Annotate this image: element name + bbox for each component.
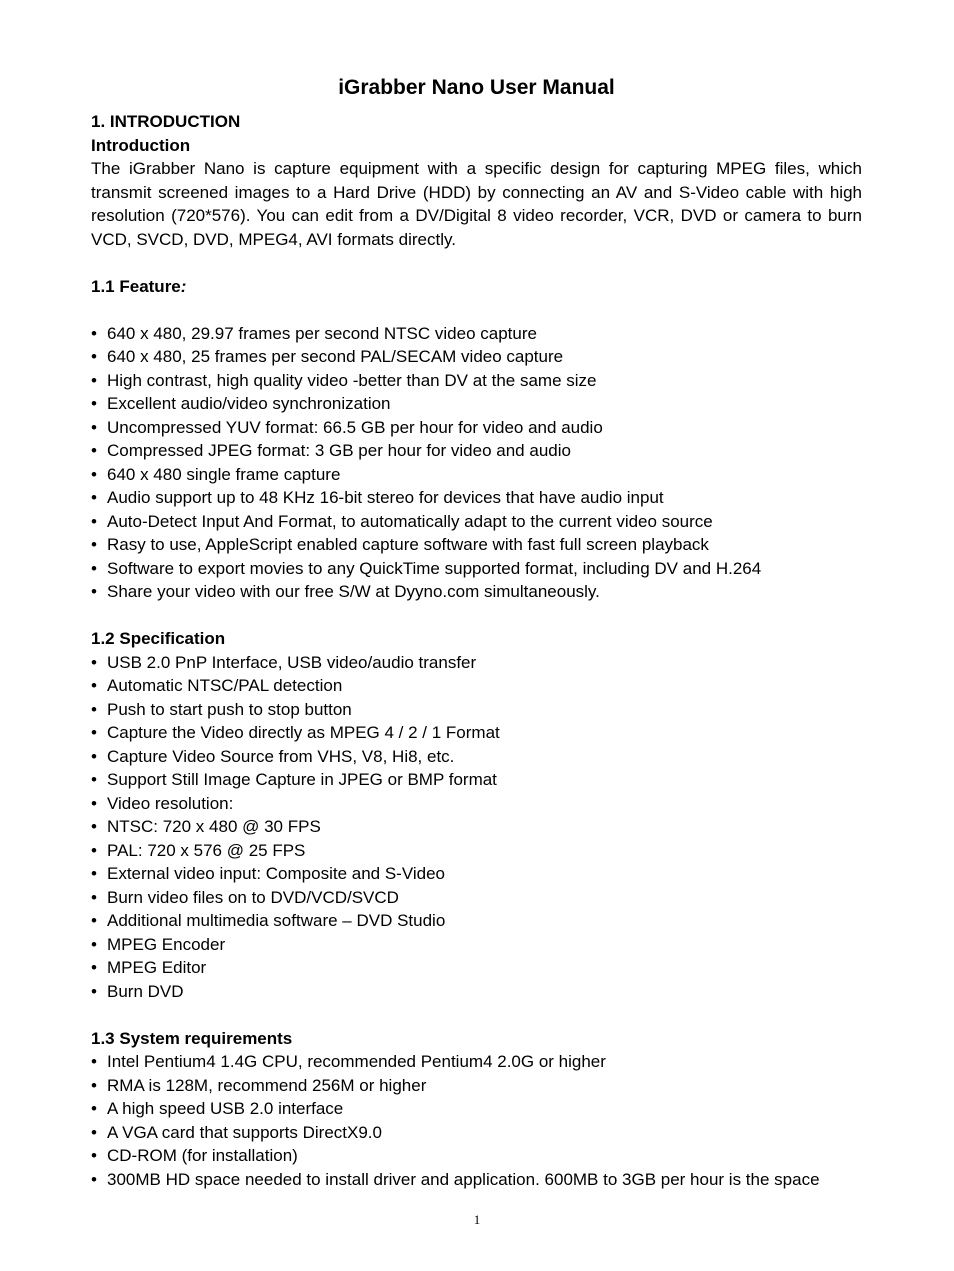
- list-item: [91, 1097, 862, 1121]
- list-item: [91, 792, 862, 816]
- list-item-text: Excellent audio/video synchronization: [107, 394, 391, 413]
- bullet-icon: •: [91, 934, 97, 954]
- list-item: [91, 1168, 862, 1192]
- bullet-icon: •: [91, 958, 97, 977]
- list-item: [91, 1144, 862, 1168]
- list-item-text: MPEG Editor: [107, 958, 207, 977]
- bullet-icon: •: [91, 911, 97, 930]
- bullet-icon: •: [91, 652, 97, 672]
- feature-heading-text: 1.1 Feature: [91, 276, 181, 296]
- list-item: [91, 510, 862, 534]
- list-item-text: PAL: 720 x 576 @ 25 FPS: [107, 840, 306, 860]
- bullet-icon: •: [91, 417, 97, 437]
- list-item: [91, 886, 862, 910]
- bullet-icon: •: [91, 535, 97, 554]
- list-item-text: Video resolution:: [107, 793, 234, 813]
- list-item-text: MPEG Encoder: [107, 934, 226, 954]
- list-item-text: Rasy to use, AppleScript enabled capture software with fast full screen playback: [107, 535, 709, 554]
- list-item: [91, 768, 862, 792]
- introduction-paragraph: The iGrabber Nano is capture equipment with a specific design for capturing MPEG files, which transmit screened images to a Hard Drive (HDD) by connecting an AV and S-Video cable with high resolution (720*576). You can edit from a DV/Digital 8 video recorder, VCR, DVD or camera to burn VCD, SVCD, DVD, MPEG4, AVI formats directly.: [91, 159, 862, 249]
- list-item-text: Automatic NTSC/PAL detection: [107, 676, 343, 695]
- list-item-text: Software to export movies to any QuickTime supported format, including DV and H.264: [107, 558, 762, 578]
- bullet-icon: •: [91, 817, 97, 836]
- bullet-icon: •: [91, 676, 97, 695]
- feature-heading: [91, 275, 862, 299]
- list-item-text: Burn video files on to DVD/VCD/SVCD: [107, 887, 399, 907]
- bullet-icon: •: [91, 464, 97, 484]
- list-item: [91, 1050, 862, 1074]
- system-requirements-list: [91, 1050, 862, 1191]
- spacer: [91, 298, 862, 322]
- bullet-icon: •: [91, 370, 97, 390]
- list-item: [91, 392, 862, 416]
- list-item: [91, 933, 862, 957]
- bullet-icon: •: [91, 394, 97, 413]
- bullet-icon: •: [91, 793, 97, 813]
- list-item: [91, 369, 862, 393]
- specification-list: [91, 651, 862, 1004]
- list-item-text: Support Still Image Capture in JPEG or BMP format: [107, 770, 497, 789]
- list-item-text: 640 x 480 single frame capture: [107, 464, 341, 484]
- list-item: [91, 980, 862, 1004]
- bullet-icon: •: [91, 770, 97, 789]
- list-item: [91, 909, 862, 933]
- list-item-text: Auto-Detect Input And Format, to automatically adapt to the current video source: [107, 511, 713, 531]
- list-item-text: Intel Pentium4 1.4G CPU, recommended Pentium4 2.0G or higher: [107, 1052, 606, 1071]
- introduction-subheading: Introduction: [91, 135, 191, 155]
- bullet-icon: •: [91, 1169, 97, 1189]
- list-item: [91, 486, 862, 510]
- list-item-text: USB 2.0 PnP Interface, USB video/audio transfer: [107, 652, 477, 672]
- list-item-text: RMA is 128M, recommend 256M or higher: [107, 1075, 427, 1095]
- list-item-text: Burn DVD: [107, 981, 184, 1001]
- bullet-icon: •: [91, 1052, 97, 1071]
- bullet-icon: •: [91, 699, 97, 719]
- list-item-text: Audio support up to 48 KHz 16-bit stereo for devices that have audio input: [107, 488, 664, 507]
- bullet-icon: •: [91, 746, 97, 766]
- bullet-icon: •: [91, 981, 97, 1001]
- bullet-icon: •: [91, 511, 97, 531]
- list-item: [91, 416, 862, 440]
- bullet-icon: •: [91, 323, 97, 343]
- list-item-text: A VGA card that supports DirectX9.0: [107, 1122, 382, 1142]
- list-item: [91, 463, 862, 487]
- list-item: [91, 698, 862, 722]
- bullet-icon: •: [91, 488, 97, 507]
- bullet-icon: •: [91, 864, 97, 883]
- list-item: [91, 956, 862, 980]
- list-item-text: NTSC: 720 x 480 @ 30 FPS: [107, 817, 321, 836]
- list-item-text: CD-ROM (for installation): [107, 1146, 298, 1165]
- spacer: [91, 604, 862, 628]
- bullet-icon: •: [91, 723, 97, 742]
- list-item-text: Additional multimedia software – DVD Studio: [107, 911, 446, 930]
- spacer: [91, 251, 862, 275]
- list-item: [91, 557, 862, 581]
- system-requirements-heading: 1.3 System requirements: [91, 1028, 293, 1048]
- bullet-icon: •: [91, 1146, 97, 1165]
- feature-heading-colon: :: [180, 276, 187, 296]
- manual-page: [91, 74, 862, 1191]
- list-item: [91, 745, 862, 769]
- bullet-icon: •: [91, 558, 97, 578]
- list-item: [91, 439, 862, 463]
- list-item: [91, 580, 862, 604]
- bullet-icon: •: [91, 441, 97, 460]
- bullet-icon: •: [91, 582, 97, 601]
- list-item: [91, 862, 862, 886]
- page-number: 1: [473, 1212, 481, 1227]
- document-title: iGrabber Nano User Manual: [338, 76, 615, 99]
- list-item-text: A high speed USB 2.0 interface: [107, 1099, 344, 1118]
- list-item-text: Capture Video Source from VHS, V8, Hi8, etc.: [107, 746, 455, 766]
- list-item: [91, 674, 862, 698]
- bullet-icon: •: [91, 1122, 97, 1142]
- list-item-text: 640 x 480, 29.97 frames per second NTSC video capture: [107, 323, 537, 343]
- bullet-icon: •: [91, 347, 97, 366]
- list-item-text: 640 x 480, 25 frames per second PAL/SECAM video capture: [107, 347, 564, 366]
- list-item: [91, 345, 862, 369]
- list-item-text: Compressed JPEG format: 3 GB per hour for video and audio: [107, 441, 571, 460]
- list-item: [91, 1074, 862, 1098]
- list-item: [91, 815, 862, 839]
- bullet-icon: •: [91, 840, 97, 860]
- list-item: [91, 721, 862, 745]
- list-item: [91, 1121, 862, 1145]
- list-item: [91, 322, 862, 346]
- list-item-text: Capture the Video directly as MPEG 4 / 2 / 1 Format: [107, 723, 500, 742]
- list-item: [91, 651, 862, 675]
- list-item-text: Uncompressed YUV format: 66.5 GB per hour for video and audio: [107, 417, 603, 437]
- bullet-icon: •: [91, 1075, 97, 1095]
- specification-heading: 1.2 Specification: [91, 629, 226, 648]
- bullet-icon: •: [91, 887, 97, 907]
- feature-list: [91, 322, 862, 604]
- list-item-text: Push to start push to stop button: [107, 699, 352, 719]
- list-item-text: Share your video with our free S/W at Dyyno.com simultaneously.: [107, 582, 600, 601]
- bullet-icon: •: [91, 1099, 97, 1118]
- list-item-text: 300MB HD space needed to install driver and application. 600MB to 3GB per hour is the space: [107, 1169, 820, 1189]
- list-item-text: External video input: Composite and S-Video: [107, 864, 445, 883]
- list-item: [91, 839, 862, 863]
- list-item: [91, 533, 862, 557]
- spacer: [91, 1003, 862, 1027]
- section-introduction-heading: 1. INTRODUCTION: [91, 112, 241, 131]
- list-item-text: High contrast, high quality video -better than DV at the same size: [107, 370, 597, 390]
